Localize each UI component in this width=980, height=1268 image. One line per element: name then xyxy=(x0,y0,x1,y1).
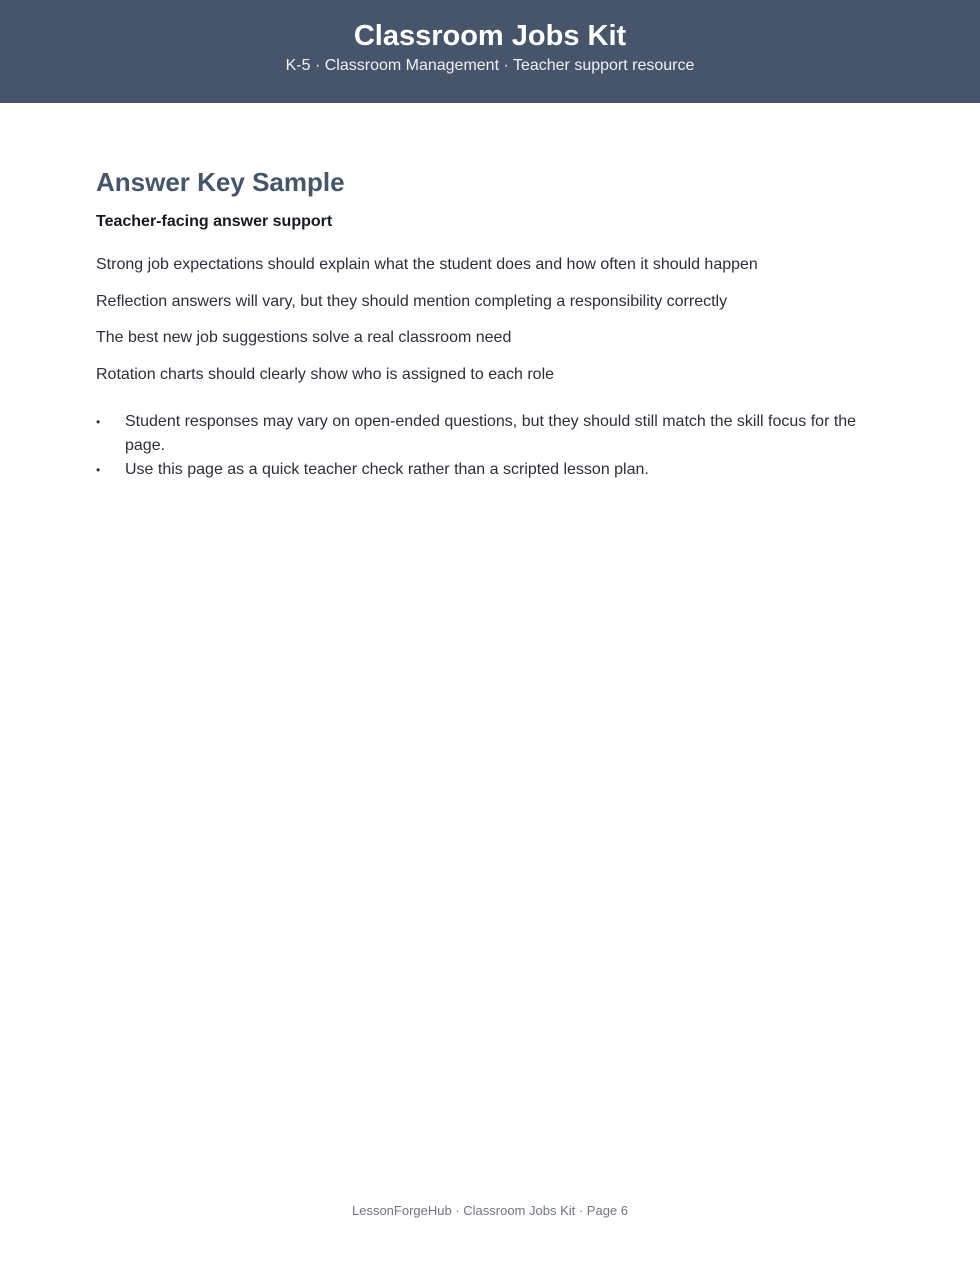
answer-paragraph: Strong job expectations should explain what the student does and how often it should happen xyxy=(96,256,758,273)
bullet-icon: • xyxy=(96,462,101,477)
section-heading: Answer Key Sample xyxy=(96,167,345,197)
document-title: Classroom Jobs Kit xyxy=(353,20,627,52)
answer-paragraph: The best new job suggestions solve a real classroom need xyxy=(96,329,512,346)
document-subtitle: K-5 · Classroom Management · Teacher support resource xyxy=(285,57,695,74)
main-content xyxy=(96,166,880,482)
answer-paragraph: Reflection answers will vary, but they should mention completing a responsibility correctly xyxy=(96,292,728,310)
header-band xyxy=(0,0,980,103)
list-item-text: Student responses may vary on open-ended questions, but they should still match the skill focus for the page. xyxy=(125,412,857,454)
bullet-icon: • xyxy=(96,414,101,429)
list-item-text: Use this page as a quick teacher check rather than a scripted lesson plan. xyxy=(125,460,649,478)
answer-paragraph: Rotation charts should clearly show who is assigned to each role xyxy=(96,365,555,383)
section-subheading: Teacher-facing answer support xyxy=(96,213,333,230)
notes-bullet-list xyxy=(96,410,880,482)
list-item xyxy=(96,410,880,458)
page-footer: LessonForgeHub · Classroom Jobs Kit · Page 6 xyxy=(351,1203,628,1218)
answer-paragraphs xyxy=(96,255,880,385)
list-item xyxy=(96,458,880,482)
